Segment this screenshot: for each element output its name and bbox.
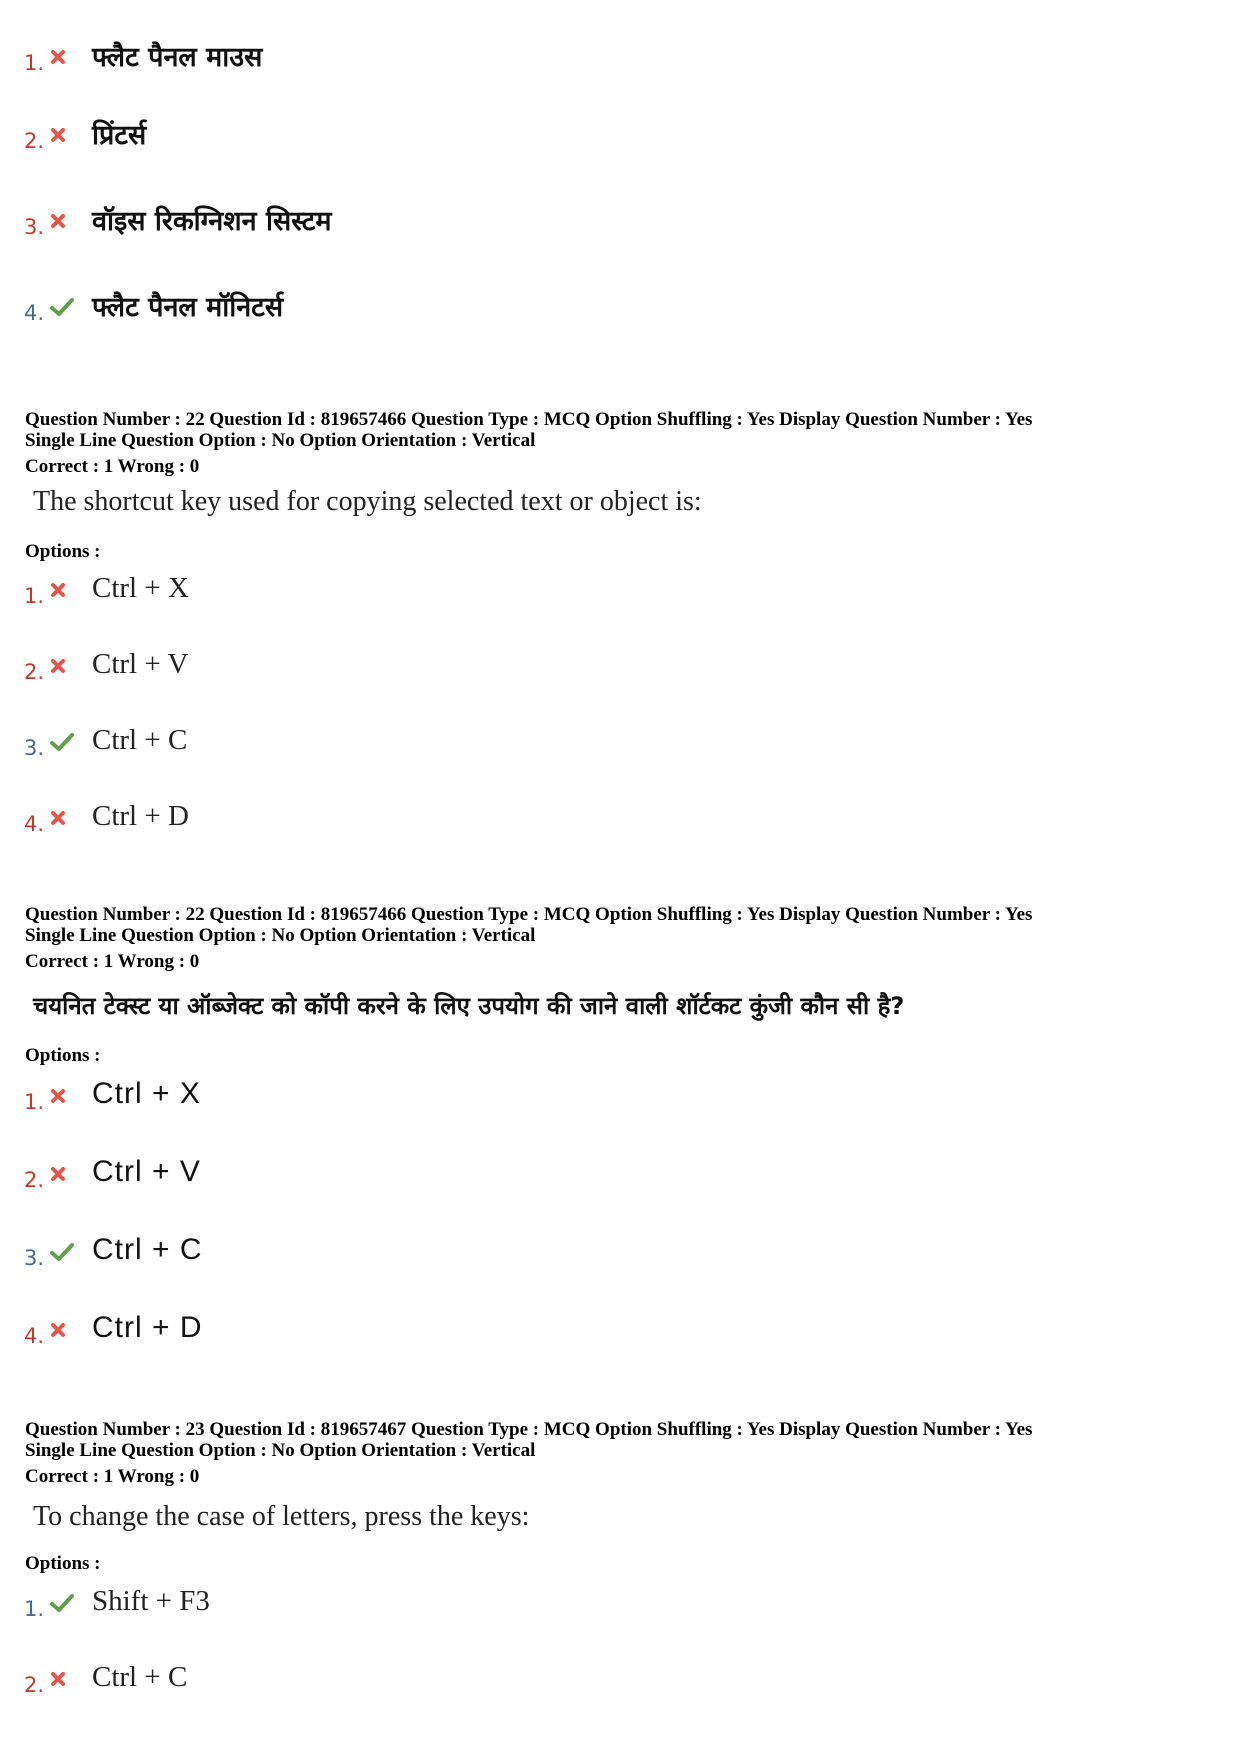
option-item (24, 715, 187, 765)
option-item (24, 563, 189, 613)
option-text: Ctrl + X (92, 1077, 201, 1110)
option-item (24, 1069, 201, 1119)
option-text: वॉइस रिकग्निशन सिस्टम (92, 205, 332, 237)
cross-icon (50, 123, 92, 143)
options-label: Options : (25, 1553, 101, 1574)
check-icon (50, 293, 92, 317)
option-item (24, 791, 189, 841)
option-number: 3. (24, 215, 45, 239)
option-number: 4. (24, 301, 45, 325)
cross-icon (50, 1084, 92, 1104)
question-meta-line: Question Number : 22 Question Id : 819657466 Question Type : MCQ Option Shuffling : Yes Display Question Number : Yes (25, 409, 1033, 430)
option-text: Ctrl + C (92, 1660, 188, 1693)
option-number: 1. (24, 584, 45, 608)
score-line: Correct : 1 Wrong : 0 (25, 1466, 200, 1487)
option-text: फ्लैट पैनल माउस (92, 41, 263, 73)
cross-icon (50, 654, 92, 674)
question-meta-line: Single Line Question Option : No Option Orientation : Vertical (25, 430, 536, 451)
check-icon (50, 1589, 92, 1613)
option-number: 3. (24, 736, 45, 760)
option-text: Ctrl + V (92, 647, 189, 680)
option-item (24, 1225, 203, 1275)
option-item (24, 108, 146, 158)
cross-icon (50, 578, 92, 598)
score-line: Correct : 1 Wrong : 0 (25, 951, 200, 972)
options-label: Options : (25, 541, 101, 562)
option-number: 2. (24, 129, 45, 153)
check-icon (50, 728, 92, 752)
option-text: Ctrl + V (92, 1155, 201, 1188)
option-text: प्रिंटर्स (92, 119, 147, 151)
option-number: 4. (24, 1324, 45, 1348)
option-number: 4. (24, 812, 45, 836)
option-item (24, 280, 283, 330)
cross-icon (50, 1318, 92, 1338)
option-item (24, 1303, 203, 1353)
question-text: चयनित टेक्स्ट या ऑब्जेक्ट को कॉपी करने के लिए उपयोग की जाने वाली शॉर्टकट कुंजी कौन सी है? (33, 992, 905, 1020)
option-number: 1. (24, 1597, 45, 1621)
cross-icon (50, 1667, 92, 1687)
option-number: 2. (24, 660, 45, 684)
question-text: To change the case of letters, press the keys: (33, 1501, 530, 1532)
option-text: Shift + F3 (92, 1584, 210, 1617)
option-text: Ctrl + X (92, 571, 189, 604)
option-text: फ्लैट पैनल मॉनिटर्स (92, 291, 284, 323)
option-item (24, 194, 332, 244)
option-text: Ctrl + D (92, 799, 189, 832)
check-icon (50, 1238, 92, 1262)
option-number: 2. (24, 1168, 45, 1192)
option-item (24, 1652, 187, 1702)
question-meta (25, 1419, 1225, 1487)
question-text: The shortcut key used for copying selected text or object is: (33, 486, 702, 517)
question-meta-line: Single Line Question Option : No Option Orientation : Vertical (25, 1440, 536, 1461)
option-item (24, 1147, 201, 1197)
option-number: 3. (24, 1246, 45, 1270)
question-meta (25, 904, 1225, 972)
option-text: Ctrl + C (92, 1233, 203, 1266)
question-meta-line: Question Number : 23 Question Id : 819657467 Question Type : MCQ Option Shuffling : Yes Display Question Number : Yes (25, 1419, 1033, 1440)
question-meta-line: Single Line Question Option : No Option Orientation : Vertical (25, 925, 536, 946)
cross-icon (50, 1162, 92, 1182)
option-text: Ctrl + C (92, 723, 188, 756)
option-item (24, 1576, 210, 1626)
question-meta (25, 409, 1225, 477)
option-number: 1. (24, 51, 45, 75)
cross-icon (50, 806, 92, 826)
option-text: Ctrl + D (92, 1311, 203, 1344)
question-meta-line: Question Number : 22 Question Id : 819657466 Question Type : MCQ Option Shuffling : Yes Display Question Number : Yes (25, 904, 1033, 925)
option-number: 1. (24, 1090, 45, 1114)
cross-icon (50, 209, 92, 229)
option-item (24, 639, 188, 689)
option-item (24, 30, 262, 80)
cross-icon (50, 45, 92, 65)
option-number: 2. (24, 1673, 45, 1697)
score-line: Correct : 1 Wrong : 0 (25, 456, 200, 477)
options-label: Options : (25, 1045, 101, 1066)
